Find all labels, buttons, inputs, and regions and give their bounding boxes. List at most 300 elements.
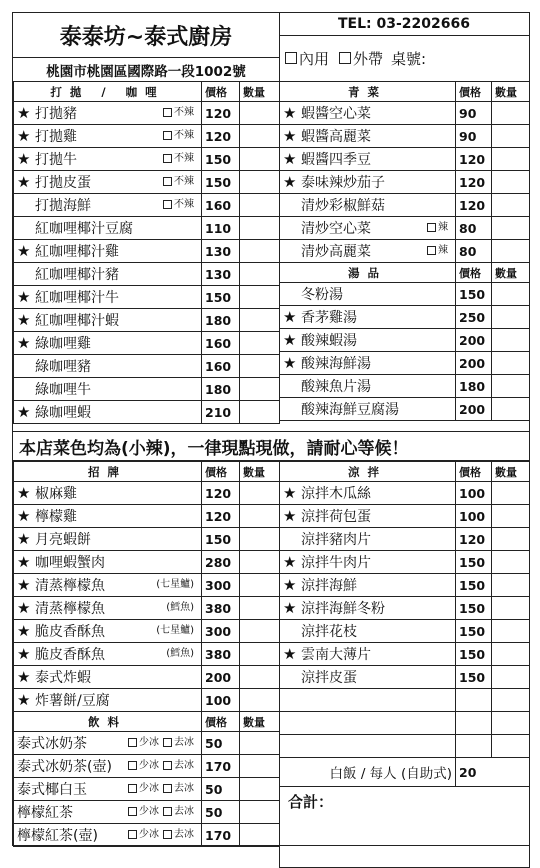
quantity-cell[interactable] (492, 597, 530, 620)
star-icon: ★ (283, 484, 297, 502)
item-price: 180 (202, 378, 240, 401)
menu-row (280, 574, 530, 597)
quantity-cell[interactable] (492, 398, 530, 421)
item-price: 130 (202, 263, 240, 286)
quantity-cell[interactable] (492, 102, 530, 125)
takeout-checkbox[interactable] (339, 52, 351, 64)
blank-cell[interactable] (492, 712, 530, 735)
section-title: 招牌 (14, 462, 202, 482)
drink-name: 泰式冰奶茶(壺) (17, 759, 112, 775)
option-label: 不辣 (174, 153, 194, 164)
less-ice-label: 少冰 (139, 760, 159, 771)
item-option (156, 575, 194, 590)
qty-header: 數量 (240, 82, 280, 102)
item-name: 酸辣魚片湯 (301, 379, 371, 395)
menu-item-cell (14, 217, 202, 240)
quantity-cell[interactable] (240, 125, 280, 148)
item-name: 打拋雞 (35, 129, 77, 145)
menu-row (280, 666, 530, 689)
menu-row (280, 283, 530, 306)
option-checkbox[interactable] (427, 246, 436, 255)
menu-row (280, 240, 530, 263)
menu-item-cell (14, 309, 202, 332)
star-icon: ★ (17, 288, 31, 306)
item-price: 210 (202, 401, 240, 424)
section-title: 涼拌 (280, 462, 456, 482)
star-icon: ★ (17, 242, 31, 260)
quantity-cell[interactable] (492, 283, 530, 306)
menu-row (14, 597, 280, 620)
item-option (423, 241, 448, 256)
option-label: (七星鱸) (156, 625, 194, 636)
menu-item-cell (280, 329, 456, 352)
option-label: (七星鱸) (156, 579, 194, 590)
star-icon: ★ (17, 553, 31, 571)
section-title: 打拋 / 咖哩 (14, 82, 202, 102)
item-name: 檸檬雞 (35, 509, 77, 525)
dine-in-label: 內用 (299, 49, 330, 68)
no-ice-label: 去冰 (174, 829, 194, 840)
menu-item-cell (14, 643, 202, 666)
item-price: 170 (202, 755, 240, 778)
item-price: 130 (202, 240, 240, 263)
quantity-cell[interactable] (492, 194, 530, 217)
less-ice-label: 少冰 (139, 829, 159, 840)
quantity-cell[interactable] (240, 824, 280, 847)
quantity-cell[interactable] (240, 378, 280, 401)
menu-row (14, 194, 280, 217)
less-ice-label: 少冰 (139, 783, 159, 794)
quantity-cell[interactable] (240, 332, 280, 355)
drink-name: 檸檬紅茶(壺) (17, 828, 98, 844)
item-name: 涼拌荷包蛋 (301, 509, 371, 525)
quantity-cell[interactable] (240, 597, 280, 620)
item-price: 50 (202, 778, 240, 801)
menu-item-cell (280, 551, 456, 574)
blank-cell[interactable] (492, 689, 530, 712)
quantity-cell[interactable] (240, 194, 280, 217)
menu-row (280, 102, 530, 125)
drink-row (14, 824, 280, 847)
menu-row (14, 240, 280, 263)
star-icon: ★ (283, 104, 297, 122)
signature-table (13, 461, 280, 847)
quantity-cell[interactable] (492, 551, 530, 574)
quantity-cell[interactable] (240, 505, 280, 528)
drink-row (14, 755, 280, 778)
menu-item-cell (280, 352, 456, 375)
item-name: 清蒸檸檬魚 (35, 601, 105, 617)
menu-item-cell (280, 620, 456, 643)
no-ice-label: 去冰 (174, 806, 194, 817)
quantity-cell[interactable] (492, 171, 530, 194)
menu-item-cell (14, 355, 202, 378)
qty-header: 數量 (492, 462, 530, 482)
blank-row (280, 689, 530, 712)
menu-row (280, 194, 530, 217)
less-ice-checkbox[interactable] (128, 761, 137, 770)
section-title: 青菜 (280, 82, 456, 102)
menu-item-cell (14, 482, 202, 505)
menu-item-cell (14, 401, 202, 424)
item-name: 清蒸檸檬魚 (35, 578, 105, 594)
menu-item-cell (280, 306, 456, 329)
item-option (423, 218, 448, 233)
item-price: 90 (456, 125, 492, 148)
item-name: 涼拌豬肉片 (301, 532, 371, 548)
quantity-cell[interactable] (240, 401, 280, 424)
item-price: 110 (202, 217, 240, 240)
quantity-cell[interactable] (240, 263, 280, 286)
no-ice-checkbox[interactable] (163, 738, 172, 747)
dine-in-checkbox[interactable] (285, 52, 297, 64)
star-icon: ★ (17, 507, 31, 525)
quantity-cell[interactable] (492, 620, 530, 643)
menu-row (280, 352, 530, 375)
ice-options (124, 756, 194, 771)
menu-item-cell (14, 194, 202, 217)
table-number-label: 桌號: (391, 49, 427, 68)
quantity-cell[interactable] (240, 801, 280, 824)
quantity-cell[interactable] (492, 574, 530, 597)
item-name: 椒麻雞 (35, 486, 77, 502)
menu-item-cell (280, 666, 456, 689)
menu-row (280, 551, 530, 574)
blank-cell (280, 689, 456, 712)
menu-item-cell (14, 240, 202, 263)
menu-item-cell (280, 528, 456, 551)
menu-item-cell (14, 597, 202, 620)
item-name: 紅咖哩椰汁豆腐 (35, 221, 133, 237)
option-checkbox[interactable] (163, 200, 172, 209)
less-ice-label: 少冰 (139, 806, 159, 817)
menu-item-cell (280, 194, 456, 217)
menu-item-cell (14, 528, 202, 551)
no-ice-checkbox[interactable] (163, 830, 172, 839)
quantity-cell[interactable] (492, 375, 530, 398)
item-name: 涼拌海鮮冬粉 (301, 601, 385, 617)
order-type-row (279, 35, 529, 81)
quantity-cell[interactable] (240, 574, 280, 597)
star-icon: ★ (17, 127, 31, 145)
quantity-cell[interactable] (240, 755, 280, 778)
item-price: 380 (202, 643, 240, 666)
option-checkbox[interactable] (163, 108, 172, 117)
star-icon: ★ (17, 334, 31, 352)
item-name: 清炒空心菜 (301, 221, 371, 237)
option-label: 不辣 (174, 130, 194, 141)
no-ice-label: 去冰 (174, 737, 194, 748)
menu-item-cell (280, 482, 456, 505)
item-name: 涼拌海鮮 (301, 578, 357, 594)
item-name: 蝦醬空心菜 (301, 106, 371, 122)
restaurant-title: 泰泰坊~泰式廚房 (13, 13, 280, 57)
ice-options (124, 802, 194, 817)
price-header: 價格 (456, 263, 492, 283)
no-ice-checkbox[interactable] (163, 807, 172, 816)
drink-item-cell (14, 824, 202, 847)
star-icon: ★ (17, 484, 31, 502)
total-row (280, 787, 530, 868)
quantity-cell[interactable] (492, 217, 530, 240)
star-icon: ★ (17, 691, 31, 709)
less-ice-checkbox[interactable] (128, 738, 137, 747)
item-name: 涼拌木瓜絲 (301, 486, 371, 502)
quantity-cell[interactable] (240, 643, 280, 666)
menu-item-cell (14, 689, 202, 712)
star-icon: ★ (17, 104, 31, 122)
item-name: 泰味辣炒茄子 (301, 175, 385, 191)
item-price: 120 (202, 482, 240, 505)
ice-options (124, 825, 194, 840)
option-label: (鱈魚) (166, 602, 194, 613)
star-icon: ★ (283, 507, 297, 525)
qty-header: 數量 (492, 263, 530, 283)
item-option (159, 149, 194, 164)
item-name: 打拋海鮮 (35, 198, 91, 214)
takeout-label: 外帶 (353, 49, 384, 68)
menu-item-cell (280, 240, 456, 263)
quantity-cell[interactable] (492, 643, 530, 666)
item-price: 180 (202, 309, 240, 332)
quantity-cell[interactable] (240, 355, 280, 378)
quantity-cell[interactable] (492, 352, 530, 375)
item-price: 200 (456, 398, 492, 421)
item-price: 150 (202, 528, 240, 551)
menu-item-cell (14, 505, 202, 528)
quantity-cell[interactable] (240, 732, 280, 755)
drink-item-cell (14, 801, 202, 824)
item-price: 100 (456, 482, 492, 505)
star-icon: ★ (283, 173, 297, 191)
item-price: 120 (202, 102, 240, 125)
item-name: 脆皮香酥魚 (35, 624, 105, 640)
menu-row (280, 375, 530, 398)
menu-row (280, 306, 530, 329)
quantity-cell[interactable] (240, 620, 280, 643)
no-ice-checkbox[interactable] (163, 784, 172, 793)
item-name: 蝦醬高麗菜 (301, 129, 371, 145)
quantity-cell[interactable] (492, 240, 530, 263)
item-option (166, 644, 194, 659)
item-name: 紅咖哩椰汁牛 (35, 290, 119, 306)
item-option (156, 621, 194, 636)
menu-row (280, 148, 530, 171)
menu-item-cell (280, 505, 456, 528)
quantity-cell[interactable] (492, 505, 530, 528)
no-ice-label: 去冰 (174, 760, 194, 771)
quantity-cell[interactable] (240, 482, 280, 505)
menu-item-cell (14, 171, 202, 194)
item-price: 100 (456, 505, 492, 528)
item-name: 涼拌牛肉片 (301, 555, 371, 571)
star-icon: ★ (17, 173, 31, 191)
item-name: 脆皮香酥魚 (35, 647, 105, 663)
quantity-cell[interactable] (240, 217, 280, 240)
qty-header: 數量 (240, 712, 280, 732)
menu-row (14, 148, 280, 171)
item-name: 月亮蝦餅 (35, 532, 91, 548)
option-label: (鱈魚) (166, 648, 194, 659)
menu-row (14, 528, 280, 551)
quantity-cell[interactable] (492, 148, 530, 171)
item-name: 綠咖哩豬 (35, 359, 91, 375)
price-header: 價格 (456, 82, 492, 102)
menu-item-cell (14, 666, 202, 689)
veg-soup-table (279, 81, 530, 421)
blank-cell (456, 689, 492, 712)
quantity-cell[interactable] (240, 528, 280, 551)
option-label: 辣 (438, 222, 448, 233)
quantity-cell[interactable] (240, 240, 280, 263)
item-price: 50 (202, 732, 240, 755)
quantity-cell[interactable] (492, 125, 530, 148)
star-icon: ★ (17, 599, 31, 617)
menu-row (14, 620, 280, 643)
item-name: 清炒高麗菜 (301, 244, 371, 260)
quantity-cell[interactable] (240, 778, 280, 801)
quantity-cell[interactable] (240, 286, 280, 309)
item-price: 180 (456, 375, 492, 398)
stirfry-curry-table (13, 81, 280, 424)
rice-price: 20 (459, 764, 477, 780)
item-name: 酸辣蝦湯 (301, 333, 357, 349)
drink-item-cell (14, 778, 202, 801)
menu-item-cell (14, 148, 202, 171)
menu-row (14, 286, 280, 309)
star-icon: ★ (283, 354, 297, 372)
quantity-cell[interactable] (240, 551, 280, 574)
notice-banner: 本店菜色均為(小辣)，一律現點現做，請耐心等候！ (13, 431, 529, 461)
item-price: 80 (456, 240, 492, 263)
restaurant-address: 桃園市桃園區國際路一段1002號 (13, 57, 280, 82)
star-icon: ★ (17, 668, 31, 686)
drink-item-cell (14, 732, 202, 755)
order-sheet (12, 12, 530, 846)
menu-row (14, 666, 280, 689)
item-option (159, 172, 194, 187)
quantity-cell[interactable] (492, 329, 530, 352)
star-icon: ★ (283, 308, 297, 326)
menu-item-cell (14, 332, 202, 355)
item-option (159, 103, 194, 118)
menu-row (14, 378, 280, 401)
menu-item-cell (280, 283, 456, 306)
menu-row (280, 329, 530, 352)
total-label: 合計： (280, 787, 530, 868)
less-ice-checkbox[interactable] (128, 830, 137, 839)
no-ice-label: 去冰 (174, 783, 194, 794)
star-icon: ★ (17, 150, 31, 168)
menu-item-cell (14, 125, 202, 148)
ice-options (124, 733, 194, 748)
item-price: 120 (456, 171, 492, 194)
item-name: 紅咖哩椰汁雞 (35, 244, 119, 260)
item-price: 200 (456, 352, 492, 375)
section-header-row (280, 263, 530, 283)
menu-row (280, 482, 530, 505)
menu-row (280, 505, 530, 528)
option-label: 不辣 (174, 176, 194, 187)
option-label: 不辣 (174, 199, 194, 210)
quantity-cell[interactable] (492, 758, 530, 787)
quantity-cell[interactable] (240, 666, 280, 689)
quantity-cell[interactable] (240, 309, 280, 332)
less-ice-checkbox[interactable] (128, 807, 137, 816)
option-checkbox[interactable] (163, 177, 172, 186)
menu-item-cell (14, 102, 202, 125)
menu-row (14, 355, 280, 378)
blank-cell (456, 712, 492, 735)
section-header-row (14, 712, 280, 732)
item-price: 150 (456, 620, 492, 643)
option-checkbox[interactable] (163, 131, 172, 140)
blank-cell[interactable] (492, 735, 530, 758)
item-name: 炸薯餅/豆腐 (35, 693, 110, 709)
menu-row (14, 689, 280, 712)
menu-row (14, 171, 280, 194)
star-icon: ★ (17, 530, 31, 548)
menu-item-cell (280, 375, 456, 398)
quantity-cell[interactable] (240, 148, 280, 171)
drink-row (14, 732, 280, 755)
star-icon: ★ (17, 311, 31, 329)
item-price: 150 (456, 283, 492, 306)
item-option (159, 195, 194, 210)
quantity-cell[interactable] (492, 528, 530, 551)
item-name: 清炒彩椒鮮菇 (301, 198, 385, 214)
item-name: 綠咖哩雞 (35, 336, 91, 352)
drink-row (14, 778, 280, 801)
quantity-cell[interactable] (492, 306, 530, 329)
price-header: 價格 (456, 462, 492, 482)
quantity-cell[interactable] (240, 689, 280, 712)
star-icon: ★ (17, 622, 31, 640)
menu-item-cell (280, 597, 456, 620)
less-ice-checkbox[interactable] (128, 784, 137, 793)
menu-row (14, 505, 280, 528)
option-checkbox[interactable] (427, 223, 436, 232)
less-ice-label: 少冰 (139, 737, 159, 748)
section-title: 飲料 (14, 712, 202, 732)
quantity-cell[interactable] (492, 666, 530, 689)
star-icon: ★ (283, 645, 297, 663)
quantity-cell[interactable] (240, 171, 280, 194)
quantity-cell[interactable] (240, 102, 280, 125)
menu-row (280, 620, 530, 643)
menu-row (14, 401, 280, 424)
menu-row (280, 171, 530, 194)
quantity-cell[interactable] (492, 482, 530, 505)
blank-row (280, 712, 530, 735)
item-name: 酸辣海鮮豆腐湯 (301, 402, 399, 418)
item-name: 涼拌花枝 (301, 624, 357, 640)
item-name: 冬粉湯 (301, 287, 343, 303)
drink-name: 泰式椰白玉 (17, 782, 87, 798)
star-icon: ★ (283, 127, 297, 145)
item-price: 90 (456, 102, 492, 125)
item-option (166, 598, 194, 613)
no-ice-checkbox[interactable] (163, 761, 172, 770)
menu-row (14, 309, 280, 332)
option-checkbox[interactable] (163, 154, 172, 163)
item-option (159, 126, 194, 141)
item-price: 300 (202, 574, 240, 597)
star-icon: ★ (283, 331, 297, 349)
item-price: 120 (456, 528, 492, 551)
menu-row (14, 102, 280, 125)
option-label: 辣 (438, 245, 448, 256)
